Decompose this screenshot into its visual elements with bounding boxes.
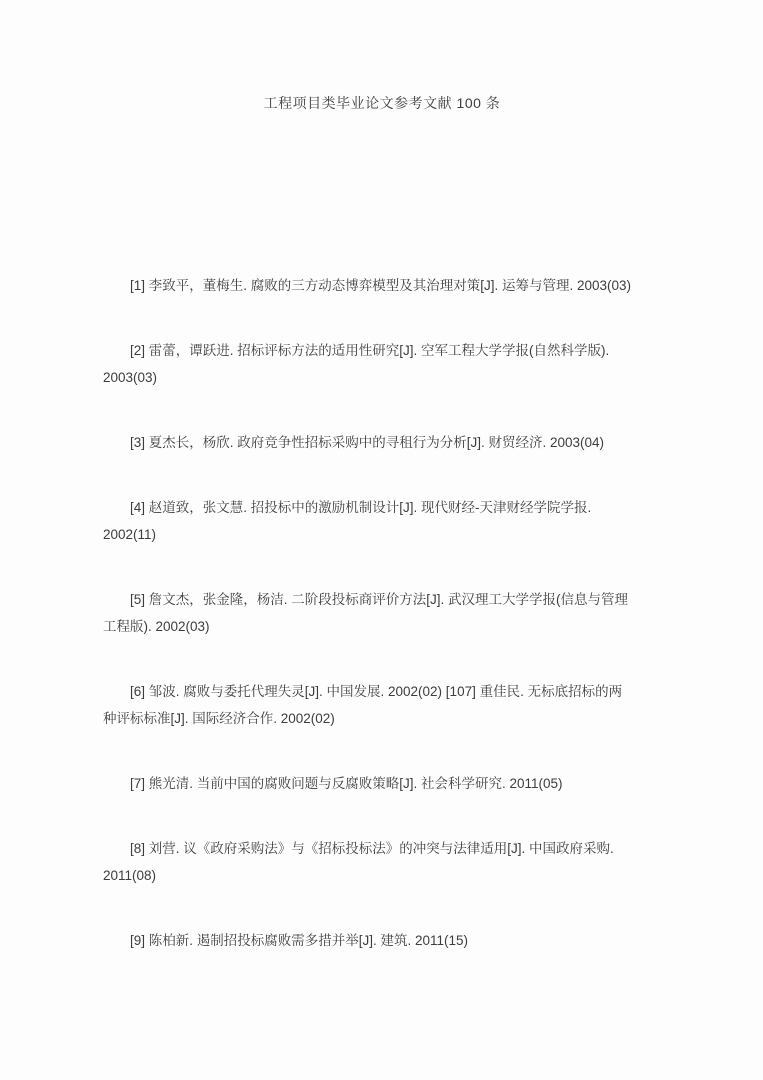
- reference-line: 工程版). 2002(03): [103, 619, 210, 634]
- reference-item: [103, 429, 661, 456]
- reference-list: [103, 272, 661, 954]
- reference-line: [3] 夏杰长，杨欣. 政府竞争性招标采购中的寻租行为分析[J]. 财贸经济. 2003(04): [130, 435, 605, 450]
- reference-line: 2003(03): [103, 370, 158, 385]
- reference-line: [7] 熊光清. 当前中国的腐败问题与反腐败策略[J]. 社会科学研究. 2011(05): [130, 776, 563, 791]
- document-content: [103, 0, 661, 954]
- reference-item: [103, 927, 661, 954]
- reference-item: [103, 678, 661, 732]
- reference-item: [103, 272, 661, 299]
- reference-line: [8] 刘营. 议《政府采购法》与《招标投标法》的冲突与法律适用[J]. 中国政府采购.: [130, 841, 614, 856]
- reference-item: [103, 494, 661, 548]
- reference-line: 种评标标准[J]. 国际经济合作. 2002(02): [103, 711, 335, 726]
- document-title: 工程项目类毕业论文参考文献 100 条: [263, 95, 501, 111]
- reference-line: [6] 邹波. 腐败与委托代理失灵[J]. 中国发展. 2002(02) [107] 重佳民. 无标底招标的两: [130, 684, 623, 699]
- reference-line: [5] 詹文杰，张金隆，杨洁. 二阶段投标商评价方法[J]. 武汉理工大学学报(信息与管理: [130, 592, 629, 607]
- reference-line: [9] 陈柏新. 遏制招投标腐败需多措并举[J]. 建筑. 2011(15): [130, 933, 469, 948]
- reference-item: [103, 770, 661, 797]
- reference-line: 2002(11): [103, 527, 157, 542]
- reference-line: [2] 雷蕾，谭跃进. 招标评标方法的适用性研究[J]. 空军工程大学学报(自然科学版).: [130, 343, 610, 358]
- reference-line: [4] 赵道致，张文慧. 招投标中的激励机制设计[J]. 现代财经-天津财经学院学报.: [130, 500, 592, 515]
- reference-line: 2011(08): [103, 868, 157, 883]
- reference-item: [103, 835, 661, 889]
- reference-line: [1] 李致平，董梅生. 腐败的三方动态博弈模型及其治理对策[J]. 运筹与管理. 2003(03): [130, 278, 632, 293]
- reference-item: [103, 337, 661, 391]
- reference-item: [103, 586, 661, 640]
